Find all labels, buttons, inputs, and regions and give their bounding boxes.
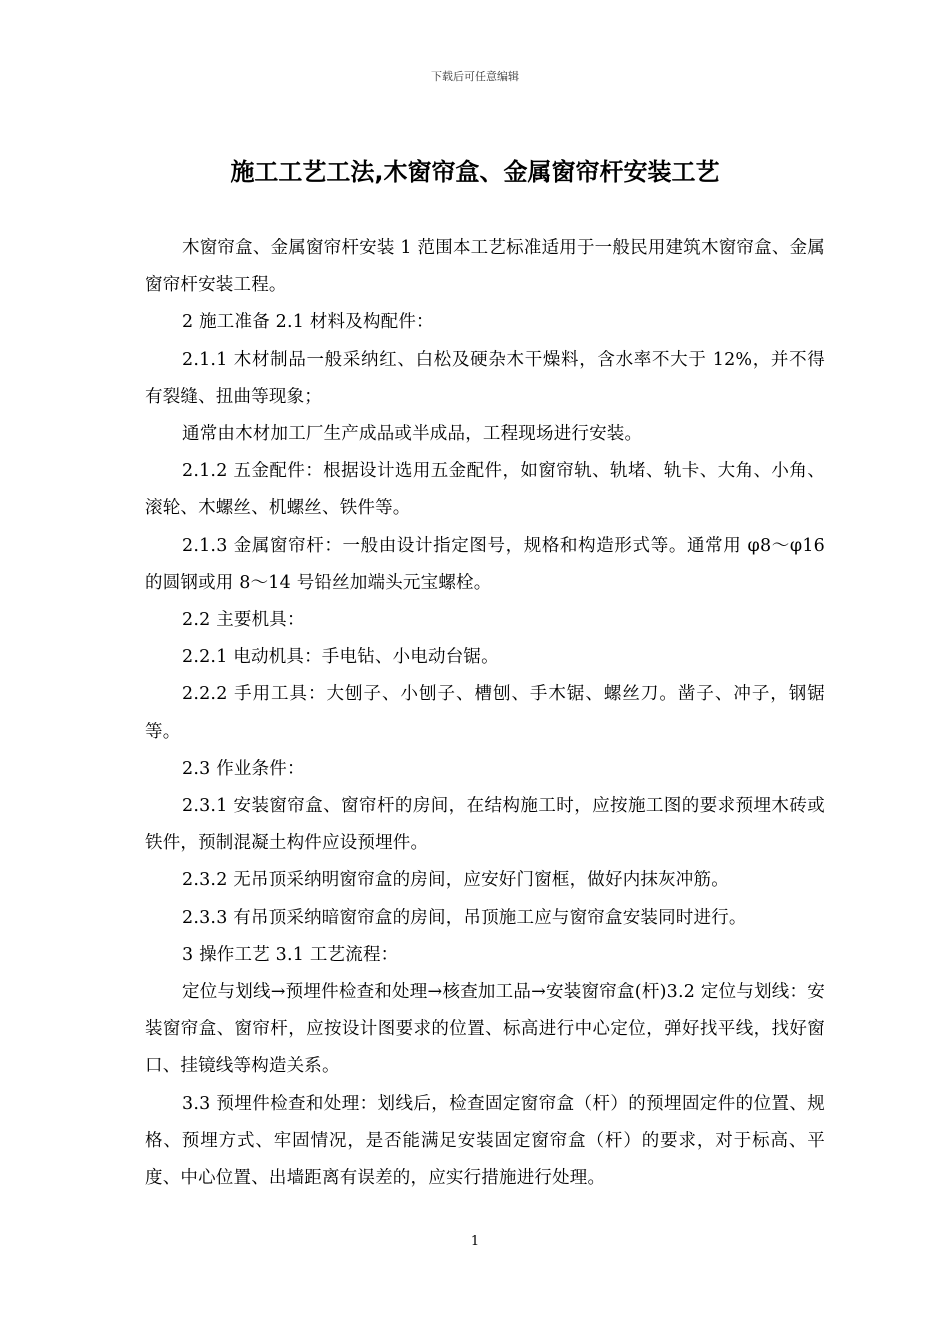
- paragraph: 2.1.1 木材制品一般采纳红、白松及硬杂木干燥料，含水率不大于 12%，并不得有裂缝、扭曲等现象；: [145, 349, 825, 407]
- document-body: [145, 230, 825, 1197]
- paragraph: 2.2 主要机具：: [182, 610, 305, 631]
- paragraph: 2.3.2 无吊顶采纳明窗帘盒的房间，应安好门窗框，做好内抹灰冲筋。: [182, 870, 729, 891]
- paragraph: 通常由木材加工厂生产成品或半成品，工程现场进行安装。: [182, 424, 643, 445]
- paragraph: 2.1.3 金属窗帘杆：一般由设计指定图号，规格和构造形式等。通常用 φ8～φ16 的圆钢或用 8～14 号铅丝加端头元宝螺栓。: [145, 535, 825, 593]
- paragraph: 2.3.1 安装窗帘盒、窗帘杆的房间，在结构施工时，应按施工图的要求预埋木砖或铁件，预制混凝土构件应设预埋件。: [145, 796, 825, 854]
- paragraph: 3 操作工艺 3.1 工艺流程：: [182, 944, 399, 965]
- paragraph: 3.3 预埋件检查和处理：划线后，检查固定窗帘盒（杆）的预埋固定件的位置、规格、预埋方式、牢固情况，是否能满足安装固定窗帘盒（杆）的要求，对于标高、平度、中心位置、出墙距离有误差的，应实行措施进行处理。: [145, 1093, 825, 1189]
- paragraph: 2.3 作业条件：: [182, 758, 305, 779]
- paragraph: 2.2.2 手用工具：大刨子、小刨子、槽刨、手木锯、螺丝刀。凿子、冲子，钢锯等。: [145, 684, 825, 742]
- page-number: 1: [470, 1234, 480, 1249]
- paragraph: 定位与划线→预埋件检查和处理→核查加工品→安装窗帘盒(杆)3.2 定位与划线：安装窗帘盒、窗帘杆，应按设计图要求的位置、标高进行中心定位，弹好找平线，找好窗口、挂镜线等构造关系。: [145, 982, 825, 1077]
- document-title: 施工工艺工法,木窗帘盒、金属窗帘杆安装工艺: [230, 158, 720, 186]
- paragraph: 2 施工准备 2.1 材料及构配件：: [182, 312, 434, 333]
- paragraph: 木窗帘盒、金属窗帘杆安装 1 范围本工艺标准适用于一般民用建筑木窗帘盒、金属窗帘杆安装工程。: [145, 238, 825, 296]
- paragraph: 2.3.3 有吊顶采纳暗窗帘盒的房间，吊顶施工应与窗帘盒安装同时进行。: [182, 907, 747, 928]
- header-note: 下载后可任意编辑: [431, 70, 519, 83]
- paragraph: 2.1.2 五金配件：根据设计选用五金配件，如窗帘轨、轨堵、轨卡、大角、小角、滚轮、木螺丝、机螺丝、铁件等。: [145, 461, 825, 519]
- paragraph: 2.2.1 电动机具：手电钻、小电动台锯。: [182, 647, 499, 668]
